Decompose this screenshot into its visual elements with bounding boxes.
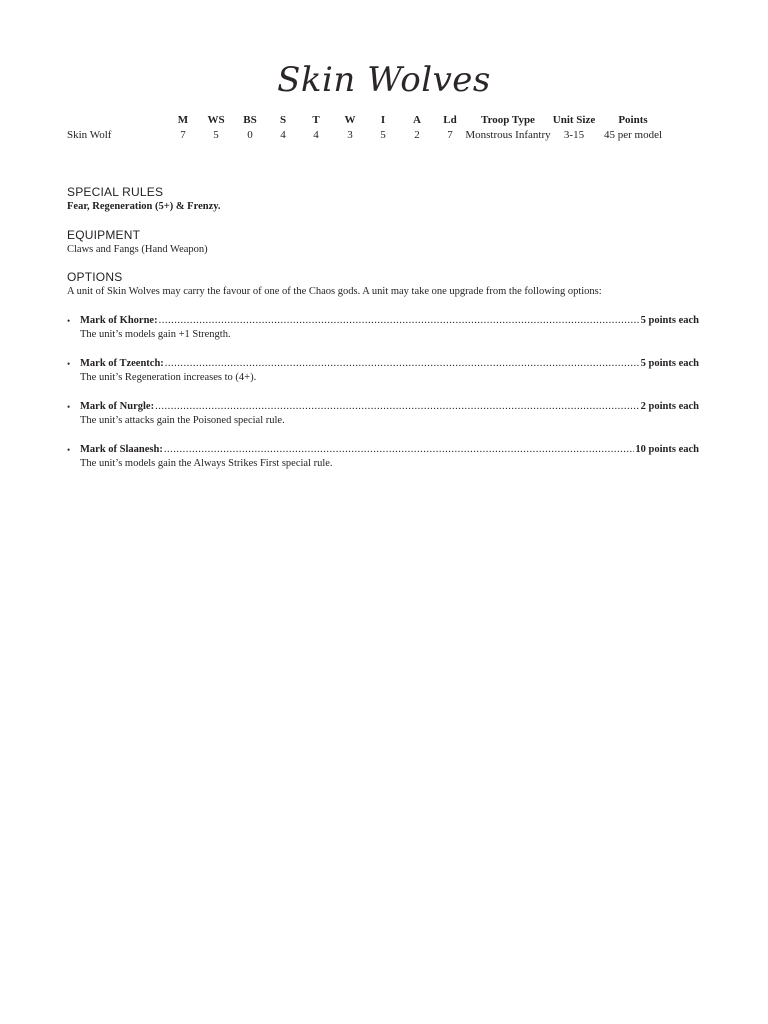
option-name: Mark of Khorne:: [80, 315, 158, 326]
dot-leader: [164, 443, 635, 457]
option-cost: 5 points each: [640, 358, 699, 369]
header-a: A: [413, 114, 421, 126]
stat-t: 4: [313, 129, 319, 141]
bullet-icon: •: [67, 316, 71, 326]
header-m: M: [177, 114, 189, 126]
header-bs: BS: [243, 114, 257, 126]
option-cost: 5 points each: [640, 315, 699, 326]
option-description: The unit’s Regeneration increases to (4+).: [80, 372, 257, 383]
stat-points: 45 per model: [603, 129, 663, 141]
stat-i: 5: [380, 129, 386, 141]
stat-bs: 0: [247, 129, 253, 141]
option-cost: 10 points each: [635, 444, 699, 455]
header-ws: WS: [207, 114, 225, 126]
page-title: Skin Wolves: [277, 60, 491, 100]
stat-s: 4: [280, 129, 286, 141]
equipment-heading: EQUIPMENT: [67, 228, 141, 242]
stat-m: 7: [180, 129, 186, 141]
stat-ws: 5: [213, 129, 219, 141]
dot-leader: [159, 314, 640, 328]
stat-table: [0, 114, 768, 144]
unit-name: Skin Wolf: [67, 129, 112, 141]
special-rules-text: Fear, Regeneration (5+) & Frenzy.: [67, 201, 221, 212]
header-t: T: [312, 114, 320, 126]
option-mark-of-slaanesh: [67, 443, 699, 486]
stat-table-row: [0, 129, 768, 144]
stat-unit-size: 3-15: [563, 129, 585, 141]
header-points: Points: [618, 114, 648, 126]
stat-a: 2: [414, 129, 420, 141]
stat-w: 3: [347, 129, 353, 141]
bullet-icon: •: [67, 359, 71, 369]
options-intro: A unit of Skin Wolves may carry the favour of one of the Chaos gods. A unit may take one upgrade from the following options:: [67, 286, 602, 297]
option-mark-of-tzeentch: [67, 357, 699, 400]
stat-ld: 7: [447, 129, 453, 141]
special-rules-heading: SPECIAL RULES: [67, 185, 164, 199]
option-mark-of-khorne: [67, 314, 699, 357]
equipment-text: Claws and Fangs (Hand Weapon): [67, 244, 208, 255]
special-rules-section: [67, 185, 699, 214]
bullet-icon: •: [67, 402, 71, 412]
options-heading: OPTIONS: [67, 270, 123, 284]
stat-table-header: [0, 114, 768, 129]
dot-leader: [165, 357, 640, 371]
bullet-icon: •: [67, 445, 71, 455]
option-cost: 2 points each: [640, 401, 699, 412]
option-name: Mark of Nurgle:: [80, 401, 155, 412]
stat-troop-type: Monstrous Infantry: [465, 129, 551, 141]
option-name: Mark of Slaanesh:: [80, 444, 163, 455]
header-ld: Ld: [443, 114, 457, 126]
option-mark-of-nurgle: [67, 400, 699, 443]
option-description: The unit’s attacks gain the Poisoned special rule.: [80, 415, 285, 426]
option-description: The unit’s models gain the Always Strikes First special rule.: [80, 458, 333, 469]
option-name: Mark of Tzeentch:: [80, 358, 164, 369]
header-i: I: [380, 114, 386, 126]
header-w: W: [344, 114, 356, 126]
equipment-section: [67, 228, 699, 257]
options-list: [67, 314, 699, 486]
options-section: [67, 270, 699, 299]
header-unit-size: Unit Size: [552, 114, 596, 126]
header-s: S: [279, 114, 287, 126]
header-troop-type: Troop Type: [481, 114, 535, 126]
dot-leader: [155, 400, 640, 414]
option-description: The unit’s models gain +1 Strength.: [80, 329, 231, 340]
